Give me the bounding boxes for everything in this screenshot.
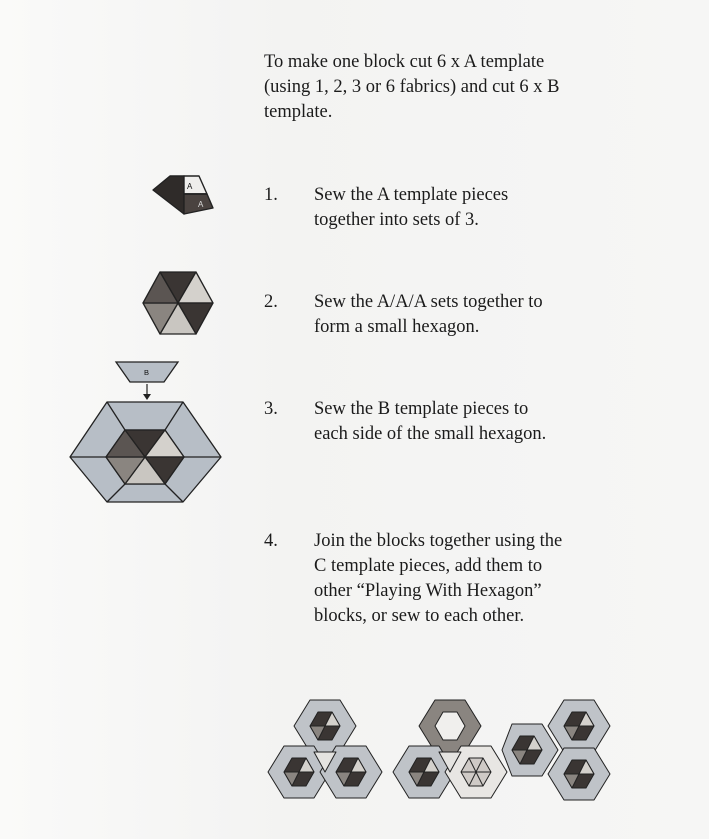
diagram-hexagon-with-b-pieces <box>70 360 220 505</box>
template-b-label: B <box>144 368 150 377</box>
step-number: 3. <box>264 399 278 419</box>
step-number: 2. <box>264 292 278 312</box>
step-text: Sew the A template pieces together into sets of 3. <box>314 185 509 230</box>
template-a-label: A <box>187 182 193 191</box>
intro-text: To make one block cut 6 x A template (using 1, 2, 3 or 6 fabrics) and cut 6 x B template. <box>264 52 560 122</box>
finished-arrangement-1 <box>268 698 383 802</box>
step-number: 4. <box>264 531 278 551</box>
step-text: Join the blocks together using the C template pieces, add them to other “Playing With Hexagon” blocks, or sew to each other. <box>314 531 563 626</box>
finished-arrangement-3 <box>512 698 627 802</box>
finished-arrangement-2 <box>393 698 508 802</box>
arrow-head-icon <box>143 394 151 400</box>
step-text: Sew the B template pieces to each side of the small hexagon. <box>314 399 547 444</box>
diagram-small-hexagon <box>140 268 216 338</box>
step-text: Sew the A/A/A sets together to form a small hexagon. <box>314 292 543 337</box>
diagram-a-set-of-three <box>145 170 225 230</box>
template-a-label: A <box>198 200 204 209</box>
step-number: 1. <box>264 185 278 205</box>
